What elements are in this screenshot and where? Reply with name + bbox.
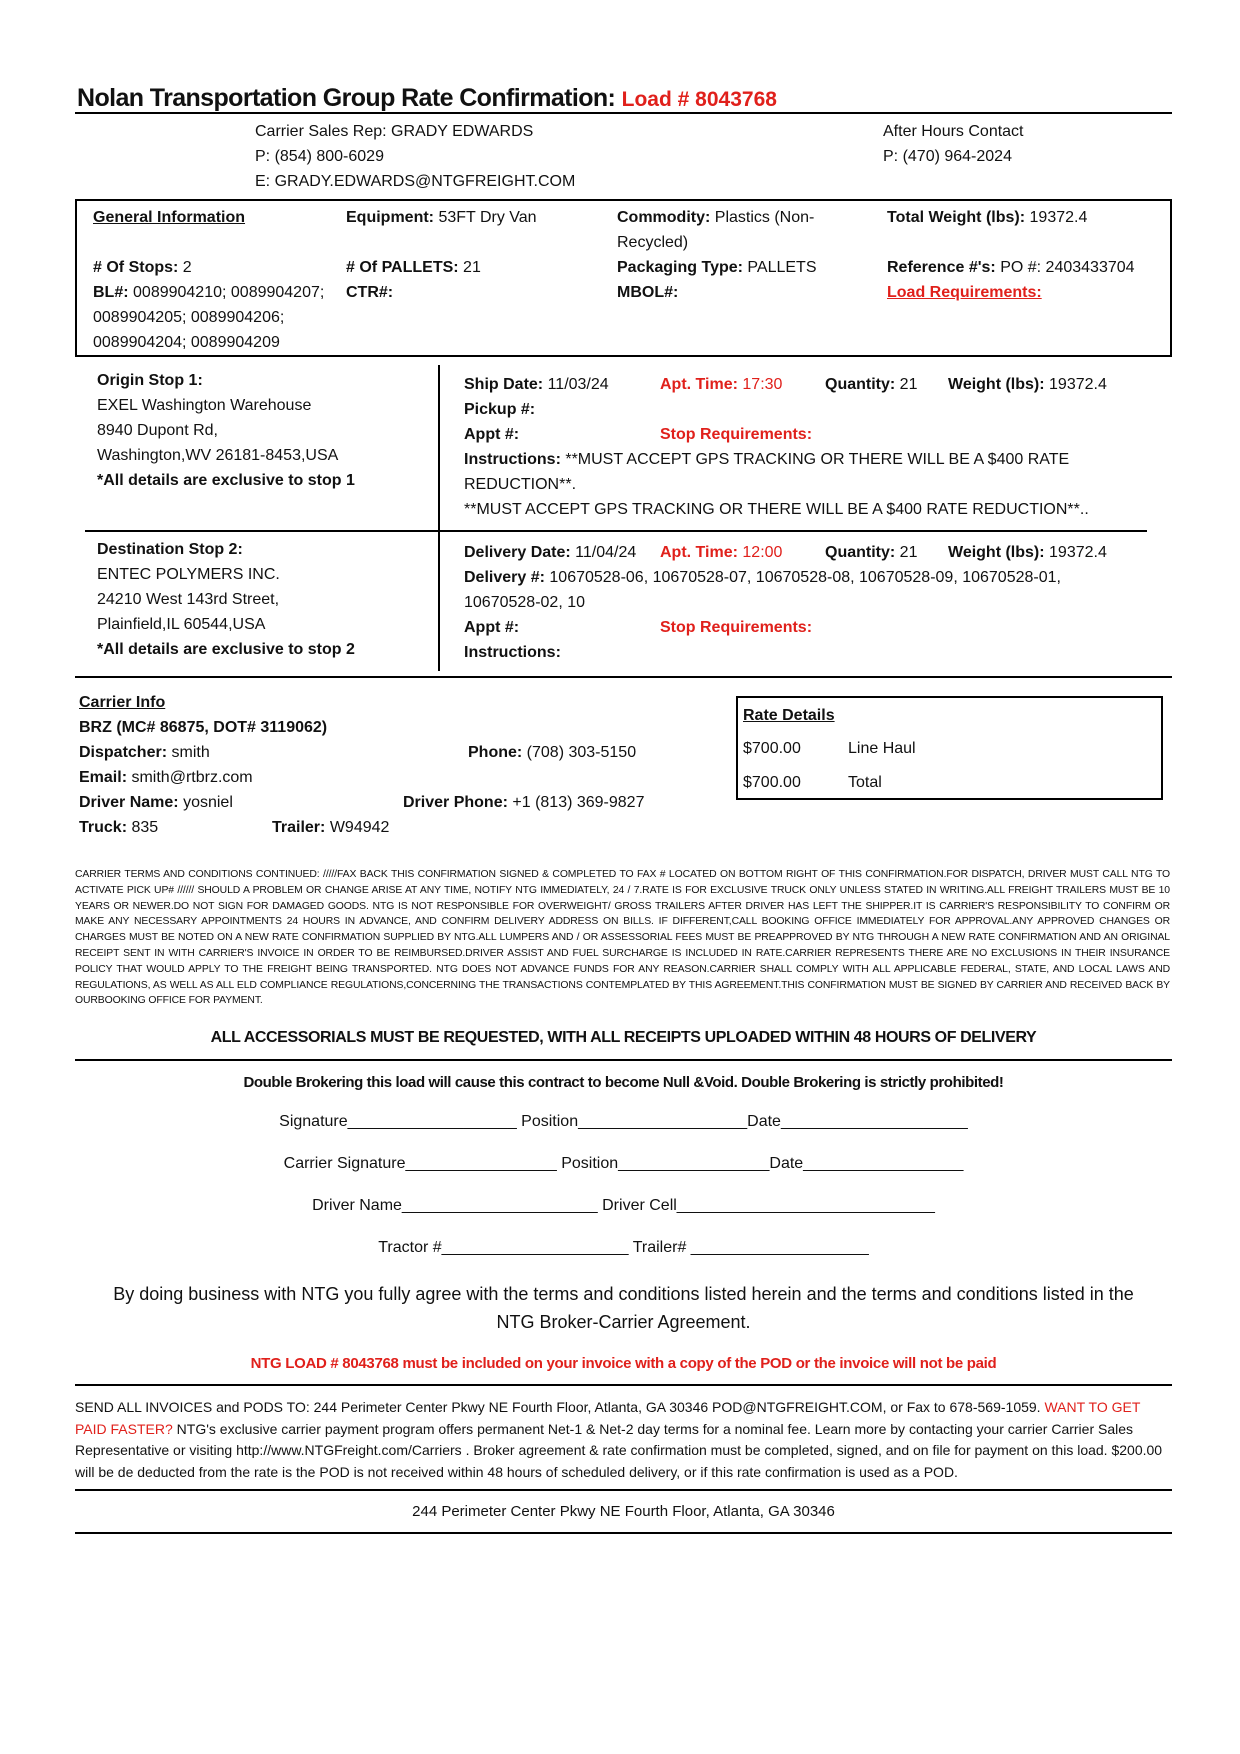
- after-hours-label: After Hours Contact: [883, 123, 1024, 140]
- destination-details: [464, 540, 1164, 665]
- general-col-3: [617, 205, 817, 305]
- reference-label: Reference #'s:: [887, 259, 996, 276]
- bl-line-2: 0089904205; 0089904206;: [93, 309, 285, 326]
- dispatcher-value: smith: [171, 744, 210, 761]
- title-divider: [75, 112, 1172, 114]
- carrier-info-heading: Carrier Info: [79, 694, 166, 711]
- destination-qty-value: 21: [899, 544, 918, 561]
- destination-weight-label: Weight (lbs):: [948, 544, 1045, 561]
- ship-date-value: 11/03/24: [547, 376, 609, 393]
- commodity-line-2: Recycled): [617, 234, 689, 251]
- rate-details-heading: Rate Details: [743, 707, 835, 724]
- destination-apt-time: 12:00: [742, 544, 783, 561]
- delivery-number-label: Delivery #:: [464, 569, 545, 586]
- stops-label: # Of Stops:: [93, 259, 179, 276]
- footer-divider-bottom: [75, 1532, 1172, 1534]
- destination-name: ENTEC POLYMERS INC.: [97, 566, 280, 583]
- invoice-info-part-1: SEND ALL INVOICES and PODS TO: 244 Perimeter Center Pkwy NE Fourth Floor, Atlanta, GA 30346 POD@NTGFREIGHT.COM, or Fax to 678-569-1059.: [75, 1399, 1041, 1415]
- signature-line[interactable]: Signature___________________ Position___________________Date_____________________: [279, 1113, 968, 1130]
- origin-name: EXEL Washington Warehouse: [97, 397, 312, 414]
- destination-qty-label: Quantity:: [825, 544, 896, 561]
- sales-rep-email: E: GRADY.EDWARDS@NTGFREIGHT.COM: [255, 173, 576, 190]
- driver-name-value: yosniel: [183, 794, 233, 811]
- origin-heading: Origin Stop 1:: [97, 372, 203, 389]
- ctr-label: CTR#:: [346, 284, 394, 301]
- pallets-value: 21: [463, 259, 481, 276]
- line-haul-amount: $700.00: [743, 740, 801, 757]
- origin-instructions-1: **MUST ACCEPT GPS TRACKING OR THERE WILL BE A $400 RATE: [565, 451, 1070, 468]
- carrier-name: BRZ (MC# 86875, DOT# 3119062): [79, 719, 328, 736]
- stops-bottom-divider: [75, 676, 1172, 678]
- mbol-label: MBOL#:: [617, 284, 679, 301]
- bl-label: BL#:: [93, 284, 129, 301]
- agreement-text: [75, 1280, 1172, 1336]
- bl-line-1: 0089904210; 0089904207;: [133, 284, 325, 301]
- after-hours-phone: P: (470) 964-2024: [883, 148, 1012, 165]
- origin-note: *All details are exclusive to stop 1: [97, 472, 355, 489]
- destination-stop-requirements: Stop Requirements:: [660, 619, 813, 636]
- get-paid-faster: WANT TO GET PAID FASTER?: [75, 1399, 1141, 1437]
- destination-note: *All details are exclusive to stop 2: [97, 641, 355, 658]
- tractor-trailer-line[interactable]: Tractor #_____________________ Trailer# ____________________: [378, 1239, 869, 1256]
- packaging-label: Packaging Type:: [617, 259, 743, 276]
- stops-divider-horizontal: [85, 530, 1147, 532]
- origin-apt-time: 17:30: [742, 376, 783, 393]
- accessorials-divider: [75, 1059, 1172, 1061]
- pallets-label: # Of PALLETS:: [346, 259, 459, 276]
- destination-address: [97, 537, 355, 662]
- delivery-date-label: Delivery Date:: [464, 544, 571, 561]
- total-weight-value: 19372.4: [1029, 209, 1088, 226]
- footer-address: 244 Perimeter Center Pkwy NE Fourth Floor, Atlanta, GA 30346: [412, 1503, 835, 1520]
- stops-value: 2: [182, 259, 192, 276]
- reference-value: PO #: 2403433704: [1000, 259, 1135, 276]
- origin-appt-label: Appt #:: [464, 426, 520, 443]
- double-brokering-notice: Double Brokering this load will cause this contract to become Null &Void. Double Brokering is strictly prohibited!: [243, 1074, 1004, 1091]
- invoice-info: [75, 1397, 1172, 1483]
- origin-stop-requirements: Stop Requirements:: [660, 426, 813, 443]
- after-hours-block: [883, 119, 1024, 169]
- pickup-label: Pickup #:: [464, 401, 536, 418]
- equipment-value: 53FT Dry Van: [438, 209, 537, 226]
- bl-line-3: 0089904204; 0089904209: [93, 334, 280, 351]
- origin-instructions-2: REDUCTION**.: [464, 476, 577, 493]
- truck-value: 835: [131, 819, 159, 836]
- general-info-heading: General Information: [93, 209, 246, 226]
- line-haul-label: Line Haul: [848, 740, 916, 757]
- truck-label: Truck:: [79, 819, 128, 836]
- destination-city: Plainfield,IL 60544,USA: [97, 616, 266, 633]
- carrier-info: [79, 690, 679, 840]
- packaging-value: PALLETS: [747, 259, 817, 276]
- origin-instructions-3: **MUST ACCEPT GPS TRACKING OR THERE WILL BE A $400 RATE REDUCTION**..: [464, 501, 1089, 518]
- delivery-number-1: 10670528-06, 10670528-07, 10670528-08, 10670528-09, 10670528-01,: [549, 569, 1061, 586]
- total-weight-label: Total Weight (lbs):: [887, 209, 1026, 226]
- equipment-label: Equipment:: [346, 209, 434, 226]
- trailer-value: W94942: [329, 819, 390, 836]
- sales-rep-phone: P: (854) 800-6029: [255, 148, 384, 165]
- origin-weight-value: 19372.4: [1049, 376, 1107, 393]
- trailer-label: Trailer:: [272, 819, 326, 836]
- origin-weight-label: Weight (lbs):: [948, 376, 1045, 393]
- invoice-info-part-3: NTG's exclusive carrier payment program offers permanent Net-1 & Net-2 day terms for a nominal fee. Learn more by contacting your carrier Carrier Sales Representative or visiting http://www.NTGFreight.com/Carriers . Broker agreement & rate confirmation must be completed, signed, and on file for payment on this load. $200.00 will be de deducted from the rate is the POD is not received within 48 hours of scheduled delivery, or if this rate confirmation is used as a POD.: [75, 1420, 1163, 1480]
- carrier-phone-label: Phone:: [468, 744, 523, 761]
- origin-qty-label: Quantity:: [825, 376, 896, 393]
- sales-rep-block: [255, 119, 575, 194]
- delivery-date-value: 11/04/24: [575, 544, 637, 561]
- total-label: Total: [848, 774, 882, 791]
- delivery-number-2: 10670528-02, 10: [464, 594, 585, 611]
- origin-instructions-label: Instructions:: [464, 451, 561, 468]
- agreement-line-1: By doing business with NTG you fully agree with the terms and conditions listed herein and the terms and conditions listed in the: [113, 1284, 1134, 1304]
- total-amount: $700.00: [743, 774, 801, 791]
- destination-apt-label: Apt. Time:: [660, 544, 738, 561]
- general-col-1: [93, 205, 324, 355]
- title-text: Nolan Transportation Group Rate Confirmation:: [77, 84, 616, 112]
- dispatcher-label: Dispatcher:: [79, 744, 168, 761]
- load-requirements-link[interactable]: Load Requirements:: [887, 284, 1042, 301]
- origin-address: [97, 368, 355, 493]
- destination-street: 24210 West 143rd Street,: [97, 591, 280, 608]
- general-col-4: [887, 205, 1135, 305]
- commodity-label: Commodity:: [617, 209, 711, 226]
- commodity-line-1: Plastics (Non-: [714, 209, 815, 226]
- driver-phone-label: Driver Phone:: [403, 794, 508, 811]
- driver-name-line[interactable]: Driver Name______________________ Driver Cell_____________________________: [312, 1197, 935, 1214]
- invoice-divider: [75, 1384, 1172, 1386]
- agreement-line-2: NTG Broker-Carrier Agreement.: [496, 1312, 751, 1332]
- load-number: Load # 8043768: [621, 88, 777, 111]
- destination-instructions-label: Instructions:: [464, 644, 561, 661]
- terms-and-conditions: CARRIER TERMS AND CONDITIONS CONTINUED: /////FAX BACK THIS CONFIRMATION SIGNED & COMPLETED TO FAX # LOCATED ON BOTTOM RIGHT OF THIS CONFIRMATION.FOR DISPATCH, DRIVER MUST CALL NTG TO ACTIVATE PICK UP# ////// SHOULD A PROBLEM OR CHANGE ARISE AT ANY TIME, NOTIFY NTG IMMEDIATELY, 24 / 7.RATE IS FOR EXCLUSIVE TRUCK ONLY UNLESS STATED IN WRITING.ALL FREIGHT TRAILERS MUST BE 10 YEARS OR NEWER.DO NOT SIGN FOR DAMAGED GOODS. NTG IS NOT RESPONSIBLE FOR OVERWEIGHT/ GROSS TRAILERS AFTER DRIVER HAS LEFT THE SHIPPER.IT IS CARRIER'S RESPONSIBILITY TO CONFIRM OR MAKE ANY NECESSARY APPOINTMENTS 24 HOURS IN ADVANCE, AND CONFIRM DELIVERY ADDRESS ON BILLS. IF DIFFERENT,CALL BOOKING OFFICE IMMEDIATELY FOR APPROVAL.ANY APPROVED CHANGES OR CHARGES MUST BE NOTED ON A NEW RATE CONFIRMATION SUPPLIED BY NTG.ALL LUMPERS AND / OR ASSESSORIAL FEES MUST BE PREAPPROVED BY NTG THROUGH A NEW RATE CONFIRMATION AND AN ORIGINAL RECEIPT SENT IN WITH CARRIER'S INVOICE IN ORDER TO BE REIMBURSED.DRIVER ASSIST AND FUEL SURCHARGE IS INCLUDED IN RATE.CARRIER REPRESENTS THERE ARE NO EXCLUSIONS IN THEIR INSURANCE POLICY THAT WOULD APPLY TO THE FREIGHT BEING TRANSPORTED. NTG DOES NOT ADVANCE FUNDS FOR ANY REASON.CARRIER SHALL COMPLY WITH ALL APPLICABLE FEDERAL, STATE, AND LOCAL LAWS AND REGULATIONS, AS WELL AS ALL ELD COMPLIANCE REGULATIONS,CONCERNING THE TRANSACTIONS CONTEMPLATED BY THIS AGREEMENT.THIS CONFIRMATION MUST BE SIGNED BY CARRIER AND RECEIVED BACK BY OURBOOKING OFFICE FOR PAYMENT.: [75, 869, 1170, 1007]
- stops-divider-vertical: [438, 365, 440, 671]
- origin-street: 8940 Dupont Rd,: [97, 422, 218, 439]
- carrier-signature-line[interactable]: Carrier Signature_________________ Position_________________Date__________________: [283, 1155, 964, 1172]
- invoice-notice: NTG LOAD # 8043768 must be included on your invoice with a copy of the POD or the invoice will not be paid: [250, 1355, 997, 1372]
- carrier-phone-value: (708) 303-5150: [526, 744, 637, 761]
- general-col-2: [346, 205, 537, 305]
- origin-details: [464, 372, 1164, 522]
- origin-qty-value: 21: [899, 376, 918, 393]
- carrier-email-label: Email:: [79, 769, 128, 786]
- accessorials-notice: ALL ACCESSORIALS MUST BE REQUESTED, WITH ALL RECEIPTS UPLOADED WITHIN 48 HOURS OF DELIVERY: [210, 1029, 1037, 1046]
- destination-appt-label: Appt #:: [464, 619, 520, 636]
- ship-date-label: Ship Date:: [464, 376, 544, 393]
- driver-name-label: Driver Name:: [79, 794, 179, 811]
- page-title: [77, 84, 777, 113]
- footer-divider-top: [75, 1489, 1172, 1491]
- destination-weight-value: 19372.4: [1049, 544, 1107, 561]
- carrier-email-value: smith@rtbrz.com: [131, 769, 253, 786]
- driver-phone-value: +1 (813) 369-9827: [512, 794, 645, 811]
- origin-apt-label: Apt. Time:: [660, 376, 738, 393]
- destination-heading: Destination Stop 2:: [97, 541, 243, 558]
- sales-rep: Carrier Sales Rep: GRADY EDWARDS: [255, 123, 534, 140]
- origin-city: Washington,WV 26181-8453,USA: [97, 447, 339, 464]
